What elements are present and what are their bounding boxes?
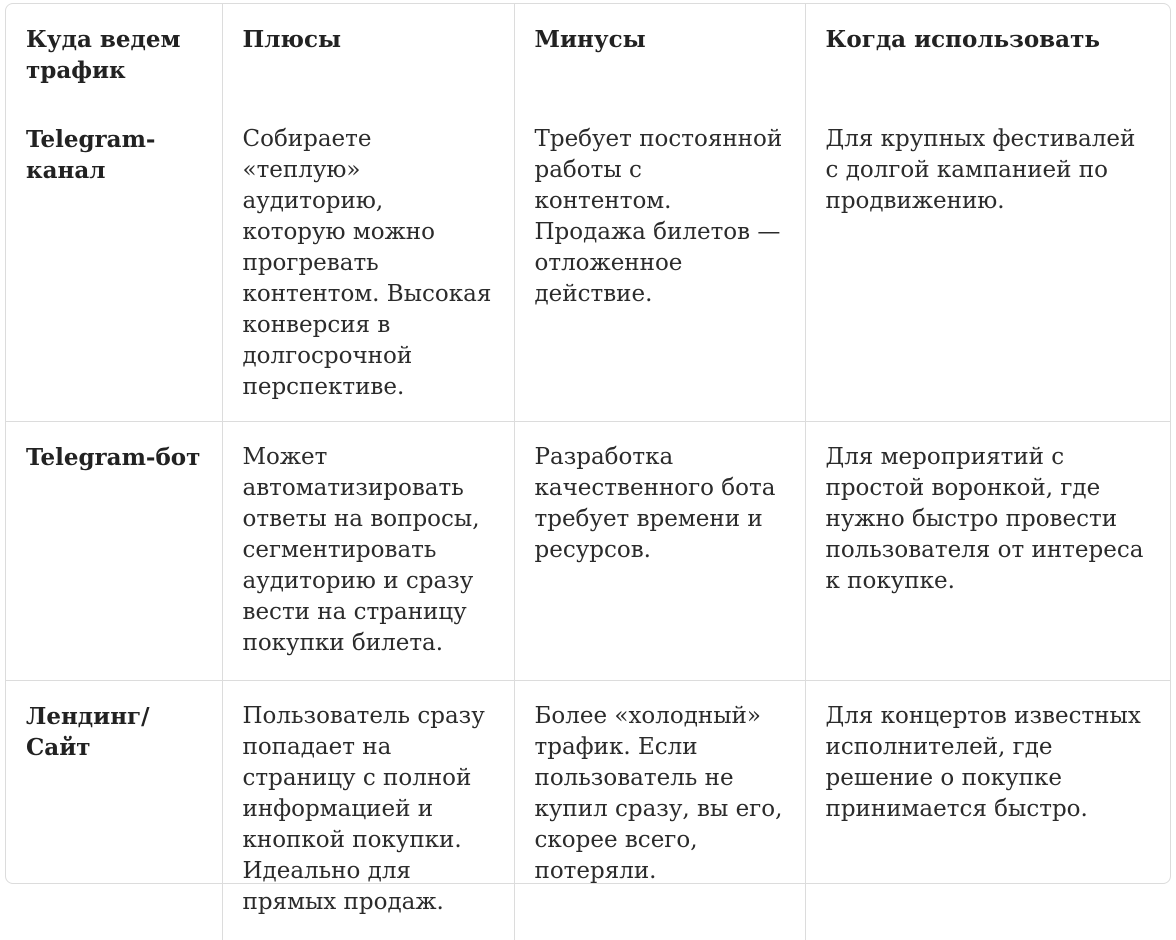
traffic-comparison-table (6, 4, 1170, 940)
cell-cons: Требует постоянной работы с контентом. Продажа билетов — отложенное действие. (514, 104, 805, 422)
header-when-to-use: Когда использовать (825, 26, 1100, 53)
table-row (6, 681, 1170, 940)
cell-cons: Разработка качественного бота требует времени и ресурсов. (514, 422, 805, 681)
header-cons: Минусы (514, 4, 805, 104)
cell-when-to-use: Для концертов известных исполнителей, где решение о покупке принимается быстро. (825, 703, 1141, 822)
table-row (6, 422, 1170, 681)
cell-when-to-use: Для мероприятий с простой воронкой, где нужно быстро провести пользователя от интереса к покупке. (805, 422, 1170, 681)
cell-destination: Telegram-канал (6, 104, 222, 422)
cell-cons: Более «холодный» трафик. Если пользователь не купил сразу, вы его, скорее всего, потеряли. (514, 681, 805, 940)
header-pros: Плюсы (222, 4, 514, 104)
cell-pros: Пользователь сразу попадает на страницу с полной информацией и кнопкой покупки. Идеально для прямых продаж. (222, 681, 514, 940)
comparison-table-container (5, 3, 1171, 915)
cell-destination: Лендинг/ Сайт (6, 681, 222, 940)
table-row (6, 104, 1170, 422)
cell-pros: Может автоматизировать ответы на вопросы, сегментировать аудиторию и сразу вести на страницу покупки билета. (222, 422, 514, 681)
cell-pros: Собираете «теплую» аудиторию, которую можно прогревать контентом. Высокая конверсия в долгосрочной перспективе. (222, 104, 514, 422)
header-destination: Куда ведем трафик (6, 4, 222, 104)
table-header-row (6, 4, 1170, 104)
cell-destination: Telegram-бот (6, 422, 222, 681)
cell-when-to-use: Для крупных фестивалей с долгой кампанией по продвижению. (805, 104, 1170, 422)
